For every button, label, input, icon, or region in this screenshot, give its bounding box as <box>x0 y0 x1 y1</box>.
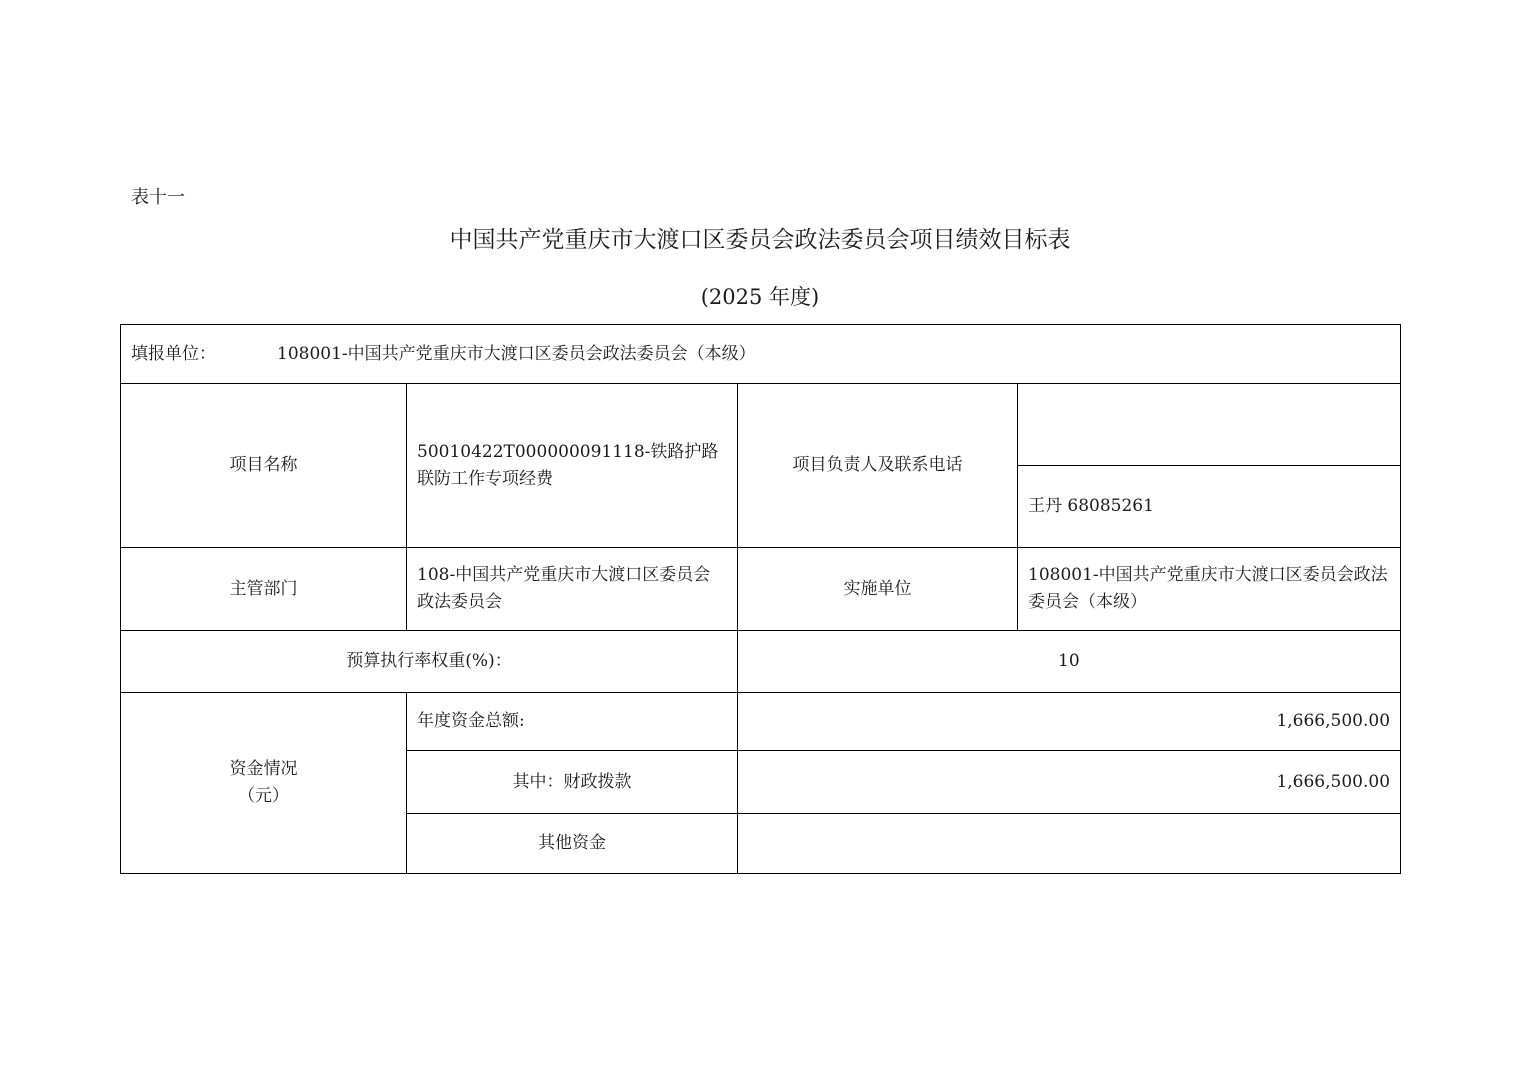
budget-weight-row <box>121 631 1401 693</box>
project-name-value: 50010422T000000091118-铁路护路联防工作专项经费 <box>407 384 738 548</box>
contact-label: 项目负责人及联系电话 <box>738 384 1018 548</box>
project-row <box>121 384 1401 466</box>
filler-row <box>121 325 1401 384</box>
contact-top-value <box>1018 384 1401 466</box>
impl-label: 实施单位 <box>738 548 1018 631</box>
table-number-label: 表十一 <box>131 187 185 208</box>
funds-label-line2: （元） <box>238 786 289 806</box>
contact-value: 王丹 68085261 <box>1018 466 1401 548</box>
annual-total-label: 年度资金总额: <box>407 693 738 751</box>
performance-target-table <box>120 324 1401 874</box>
filler-cell <box>121 325 1401 384</box>
dept-value: 108-中国共产党重庆市大渡口区委员会政法委员会 <box>407 548 738 631</box>
department-row <box>121 548 1401 631</box>
fiscal-label: 其中：财政拨款 <box>407 751 738 814</box>
project-name-label: 项目名称 <box>121 384 407 548</box>
funds-label-line1: 资金情况 <box>229 759 298 779</box>
funds-label <box>121 693 407 874</box>
page-subtitle: (2025 年度) <box>700 285 820 309</box>
other-funds-value <box>738 814 1401 874</box>
annual-total-row <box>121 693 1401 751</box>
other-funds-label: 其他资金 <box>407 814 738 874</box>
page-title: 中国共产党重庆市大渡口区委员会政法委员会项目绩效目标表 <box>449 227 1071 253</box>
filler-label: 填报单位： <box>131 343 216 364</box>
dept-label: 主管部门 <box>121 548 407 631</box>
annual-total-value: 1,666,500.00 <box>738 693 1401 751</box>
impl-value: 108001-中国共产党重庆市大渡口区委员会政法委员会（本级） <box>1018 548 1401 631</box>
budget-weight-label: 预算执行率权重(%)： <box>121 631 738 693</box>
fiscal-value: 1,666,500.00 <box>738 751 1401 814</box>
budget-weight-value: 10 <box>738 631 1401 693</box>
filler-value: 108001-中国共产党重庆市大渡口区委员会政法委员会（本级） <box>277 343 756 364</box>
